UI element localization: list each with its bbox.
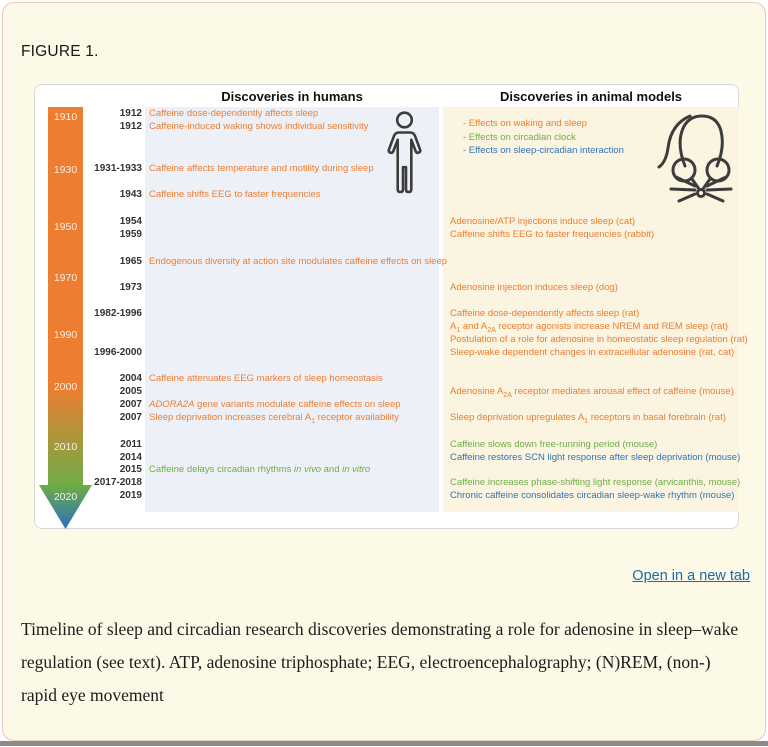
year-label: 2007 xyxy=(119,399,142,410)
timeline-row xyxy=(35,108,738,120)
timeline-row xyxy=(35,347,738,359)
animal-discovery-text: Caffeine increases phase-shifting light response (arvicanthis, mouse) xyxy=(450,477,741,488)
figure-page xyxy=(2,2,766,741)
timeline-row xyxy=(35,282,738,294)
human-discovery-text: Caffeine delays circadian rhythms in vivo and in vitro xyxy=(149,464,371,475)
timeline-row xyxy=(35,163,738,175)
year-label: 1973 xyxy=(119,282,142,293)
human-discovery-text: ADORA2A gene variants modulate caffeine effects on sleep xyxy=(149,399,401,410)
timeline-row xyxy=(35,412,738,424)
animal-column-header: Discoveries in animal models xyxy=(499,89,683,104)
decade-label: 1970 xyxy=(53,272,78,284)
figure-caption: Timeline of sleep and circadian research discoveries demonstrating a role for adenosine in sleep–wake regulation (see text). ATP, adenosine triphosphate; EEG, electroencephalography; (N)REM, (non-) rapid eye movement xyxy=(21,619,739,705)
timeline-row xyxy=(35,189,738,201)
timeline-row xyxy=(35,334,748,346)
human-column-header: Discoveries in humans xyxy=(221,89,363,104)
decade-label: 2000 xyxy=(53,381,78,393)
year-label: 1982-1996 xyxy=(94,308,142,319)
year-label: 2007 xyxy=(119,412,142,423)
timeline-row xyxy=(35,452,741,464)
animal-discovery-text: Caffeine dose-dependently affects sleep (rat) xyxy=(450,308,640,319)
timeline-row xyxy=(35,229,738,241)
human-discovery-text: Caffeine dose-dependently affects sleep xyxy=(149,108,319,119)
animal-discovery-text: Adenosine $A_{2A}$ receptor mediates arousal effect of caffeine (mouse) xyxy=(450,386,734,399)
page-bottom-strip xyxy=(0,741,768,746)
year-label: 1931-1933 xyxy=(94,163,142,174)
year-label: 1959 xyxy=(119,229,142,240)
timeline xyxy=(35,105,748,530)
legend-item: - Effects on circadian clock xyxy=(463,131,576,143)
animal-discovery-text: Adenosine/ATP injections induce sleep (cat) xyxy=(450,216,636,227)
human-discovery-text: Caffeine attenuates EEG markers of sleep homeostasis xyxy=(149,373,383,384)
year-label: 2005 xyxy=(119,386,142,397)
year-label: 1965 xyxy=(119,256,142,267)
human-discovery-text: Caffeine shifts EEG to faster frequencies xyxy=(149,189,321,200)
animal-discovery-text: $A_1$ and $A_{2A}$ receptor agonists increase NREM and REM sleep (rat) xyxy=(450,321,729,334)
decade-label: 2010 xyxy=(53,441,78,453)
open-in-new-tab-link[interactable]: Open in a new tab xyxy=(632,568,750,584)
year-label: 2011 xyxy=(120,439,142,450)
year-label: 2004 xyxy=(119,373,142,384)
year-label: 1996-2000 xyxy=(94,347,142,358)
timeline-row xyxy=(35,386,738,398)
animal-discovery-text: Caffeine restores SCN light response after sleep deprivation (mouse) xyxy=(450,452,741,463)
animal-discovery-text: Caffeine slows down free-running period (mouse) xyxy=(450,439,658,450)
year-label: 2014 xyxy=(119,452,142,463)
animal-discovery-text: Chronic caffeine consolidates circadian sleep-wake rhythm (mouse) xyxy=(450,490,735,501)
timeline-row xyxy=(35,121,738,133)
year-label: 1943 xyxy=(119,189,142,200)
timeline-row xyxy=(35,439,738,451)
human-discovery-text: Caffeine affects temperature and motility during sleep xyxy=(149,163,374,174)
figure-label: FIGURE 1. xyxy=(21,43,99,60)
open-link-row xyxy=(3,568,750,584)
decade-label: 1910 xyxy=(53,111,78,123)
timeline-row xyxy=(35,399,738,411)
animal-discovery-text: Sleep-wake dependent changes in extracellular adenosine (rat, cat) xyxy=(450,347,735,358)
timeline-row xyxy=(35,464,738,476)
legend-item: - Effects on sleep-circadian interaction xyxy=(463,145,624,156)
decade-label: 1930 xyxy=(53,164,78,176)
timeline-row xyxy=(35,256,738,268)
year-label: 1912 xyxy=(119,108,142,119)
animal-discovery-text: Sleep deprivation upregulates $A_1$ receptors in basal forebrain (rat) xyxy=(450,412,726,425)
year-label: 1954 xyxy=(119,216,142,227)
timeline-row xyxy=(35,490,738,502)
animal-discovery-text: Caffeine shifts EEG to faster frequencies (rabbit) xyxy=(450,229,655,240)
year-label: 2015 xyxy=(119,464,142,475)
year-label: 2019 xyxy=(119,490,142,501)
human-discovery-text: Caffeine-induced waking shows individual sensitivity xyxy=(149,121,369,132)
animal-discovery-text: Adenosine injection induces sleep (dog) xyxy=(450,282,618,293)
decade-label: 1990 xyxy=(53,329,78,341)
timeline-row xyxy=(35,373,738,385)
timeline-row xyxy=(35,321,738,333)
figure-panel xyxy=(34,84,748,529)
human-discovery-text: Endogenous diversity at action site modulates caffeine effects on sleep xyxy=(149,256,448,267)
animal-discovery-text: Postulation of a role for adenosine in homeostatic sleep regulation (rat) xyxy=(450,334,748,345)
timeline-row xyxy=(35,216,738,228)
human-discovery-text: Sleep deprivation increases cerebral $A_1$ receptor availability xyxy=(149,412,399,425)
year-label: 2017-2018 xyxy=(94,477,142,488)
timeline-row xyxy=(35,477,741,489)
decade-label: 1950 xyxy=(53,221,78,233)
timeline-row xyxy=(35,308,738,320)
decade-label: 2020 xyxy=(53,491,78,503)
year-label: 1912 xyxy=(119,121,142,132)
legend-item: - Effects on waking and sleep xyxy=(463,118,587,129)
